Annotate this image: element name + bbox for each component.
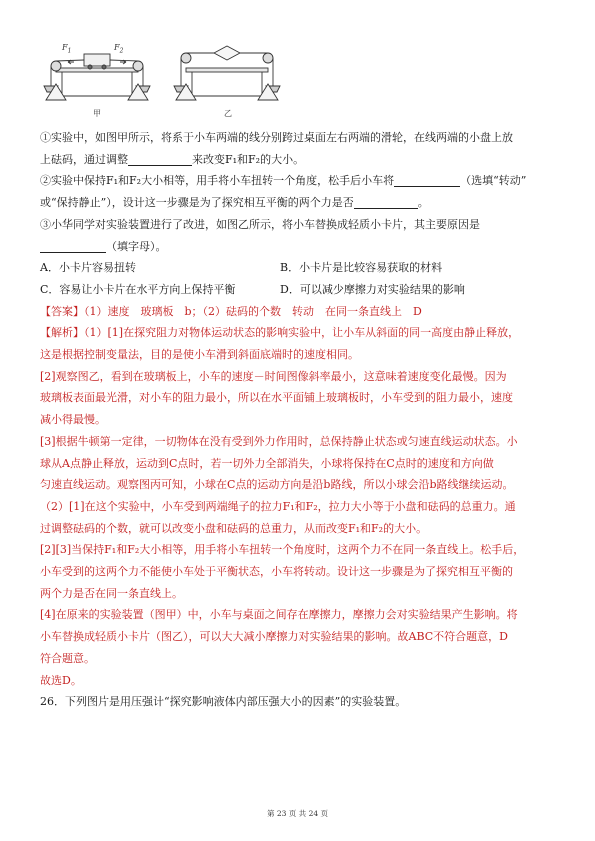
- analysis-line: 【解析】（1）[1]在探究阻力对物体运动状态的影响实验中，让小车从斜面的同一高度由静止释放，: [40, 326, 520, 340]
- caption-yi: 乙: [224, 109, 232, 118]
- answer-line: 【答案】（1）速度 玻璃板 b；（2）砝码的个数 转动 在同一条直线上 D: [40, 304, 422, 318]
- analysis-line: 两个力是否在同一条直线上。: [40, 586, 183, 600]
- analysis-line: 小车受到的这两个力不能使小车处于平衡状态，小车将转动。设计这一步骤是为了探究相互平衡的: [40, 565, 513, 579]
- option-b: B．小卡片是比较容易获取的材料: [280, 261, 443, 275]
- page-footer: 第 23 页 共 24 页: [266, 809, 328, 818]
- experiment-figure: [38, 36, 288, 120]
- option-a: A．小卡片容易扭转: [40, 261, 136, 275]
- analysis-line: [2]观察图乙，看到在玻璃板上，小车的速度－时间图像斜率最小，这意味着速度变化最慢。因为: [40, 369, 507, 383]
- option-d: D．可以减少摩擦力对实验结果的影响: [280, 282, 465, 296]
- analysis-line: [3]根据牛顿第一定律，一切物体在没有受到外力作用时，总保持静止状态或匀速直线运动状态。小: [40, 434, 518, 448]
- analysis-line: 小车替换成轻质小卡片（图乙），可以大大减小摩擦力对实验结果的影响。故ABC不符合题意，D: [40, 630, 508, 644]
- option-c: C．容易让小卡片在水平方向上保持平衡: [40, 282, 236, 296]
- q-part3-line2: （填字母）。: [40, 236, 558, 258]
- answer-blank-3: [354, 196, 418, 209]
- options-row-2: [40, 279, 558, 301]
- q-part1-line2: 上砝码，通过调整 来改变F₁和F₂的大小。: [40, 152, 305, 166]
- q-part2-line2: 或“保持静止”），设计这一步骤是为了探究相互平衡的两个力是否 。: [40, 196, 429, 210]
- analysis-line: 故选D。: [40, 673, 82, 687]
- analysis-line: 过调整砝码的个数，就可以改变小盘和砝码的总重力，从而改变F₁和F₂的大小。: [40, 521, 428, 535]
- analysis-line: （2）[1]在这个实验中，小车受到两端绳子的拉力F₁和F₂，拉力大小等于小盘和砝码的总重力。通: [40, 499, 516, 513]
- f2-label: $F_2$: [114, 43, 124, 55]
- answer-blank-4: [40, 240, 106, 253]
- analysis-line: 匀速直线运动。观察图丙可知，小球在C点的运动方向是沿b路线，所以小球会沿b路线继续运动。: [40, 478, 514, 492]
- caption-jia: 甲: [93, 109, 101, 118]
- q-part2-line1: ②实验中保持F₁和F₂大小相等，用手将小车扭转一个角度，松手后小车将 （选填“转动”: [40, 174, 527, 188]
- analysis-line: 玻璃板表面最光滑，对小车的阻力最小，所以在水平面铺上玻璃板时，小车受到的阻力最小，速度: [40, 391, 513, 405]
- analysis-line: 这是根据控制变量法，目的是使小车滑到斜面底端时的速度相同。: [40, 348, 359, 362]
- f1-label: $F_1$: [62, 43, 72, 55]
- question-body: [40, 127, 558, 713]
- options-row-1: [40, 257, 558, 279]
- question-26: 26．下列图片是用压强计“探究影响液体内部压强大小的因素”的实验装置。: [40, 695, 407, 709]
- answer-blank-1: [128, 153, 192, 166]
- q-part1-line1: ①实验中，如图甲所示，将系于小车两端的线分别跨过桌面左右两端的滑轮，在线两端的小盘上放: [40, 131, 513, 144]
- analysis-line: 减小得最慢。: [40, 413, 106, 427]
- analysis-line: [2][3]当保持F₁和F₂大小相等，用手将小车扭转一个角度时，这两个力不在同一条直线上。松手后，: [40, 543, 525, 557]
- answer-blank-2: [394, 174, 460, 187]
- apparatus-diagram: [38, 36, 288, 120]
- analysis-line: 符合题意。: [40, 651, 95, 665]
- analysis-line: 球从A点静止释放，运动到C点时，若一切外力全部消失，小球将保持在C点时的速度和方向做: [40, 456, 494, 470]
- q-part3-line1: ③小华同学对实验装置进行了改进，如图乙所示，将小车替换成轻质小卡片，其主要原因是: [40, 217, 480, 231]
- analysis-line: [4]在原来的实验装置（图甲）中，小车与桌面之间存在摩擦力，摩擦力会对实验结果产生影响。将: [40, 608, 518, 622]
